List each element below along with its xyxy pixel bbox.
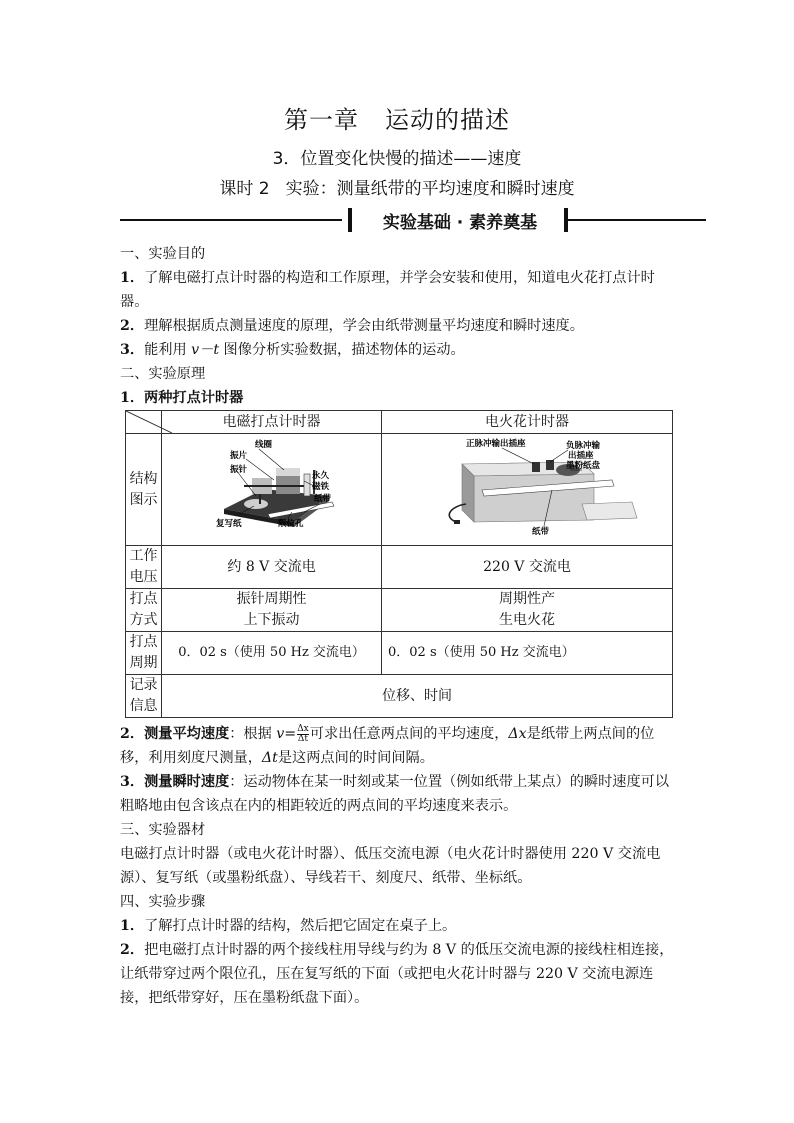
step-item-2: 2．把电磁打点计时器的两个接线柱用导线与约为 8 V 的低压交流电源的接线柱相连接，让纸带穿过两个限位孔，压在复写纸的下面（或把电火花计时器与 220 V 交流电源连接，把纸带穿好，压在墨粉纸盘下面）。 xyxy=(120,942,674,1006)
timer-comparison-table xyxy=(125,410,673,718)
principle-item-3: 3．测量瞬时速度：运动物体在某一时刻或某一位置（例如纸带上某点）的瞬时速度可以粗略地由包含该点在内的相距较近的两点间的平均速度来表示。 xyxy=(120,774,670,814)
table-col1-header: 电磁打点计时器 xyxy=(162,411,382,434)
fig1-label-limit-hole: 限位孔 xyxy=(277,519,304,529)
banner-text: 实验基础 · 素养奠基 xyxy=(382,213,538,233)
banner-rule-right xyxy=(568,219,706,221)
banner-bar-left xyxy=(348,208,352,232)
table-row-voltage xyxy=(126,546,673,589)
diagonal-line-icon xyxy=(126,411,172,433)
electromagnetic-timer-figure xyxy=(162,434,382,546)
table-header-row xyxy=(126,411,673,434)
period-name: 实验：测量纸带的平均速度和瞬时速度 xyxy=(285,179,575,199)
section-banner xyxy=(120,206,706,234)
step-item-1: 1．了解打点计时器的结构，然后把它固定在桌子上。 xyxy=(120,918,457,934)
fig1-label-carbon-paper: 复写纸 xyxy=(215,519,242,529)
table-row-label: 记录 信息 xyxy=(126,675,162,718)
table-row-label: 打点 方式 xyxy=(126,589,162,632)
table-row-record xyxy=(126,675,673,718)
electromagnetic-timer-image xyxy=(164,434,380,538)
chapter-title xyxy=(0,100,794,135)
fig1-label-coil: 线圈 xyxy=(254,440,272,450)
principle-heading: 二、实验原理 xyxy=(120,366,206,382)
main-content xyxy=(120,242,676,1010)
purpose-item-1: 1．了解电磁打点计时器的构造和工作原理，并学会安装和使用，知道电火花打点计时器。 xyxy=(120,270,655,310)
fig1-label-needle: 振针 xyxy=(229,465,247,475)
equipment-text: 电磁打点计时器（或电火花计时器）、低压交流电源（电火花计时器使用 220 V 交流电源）、复写纸（或墨粉纸盘）、导线若干、刻度尺、纸带、坐标纸。 xyxy=(120,846,661,886)
purpose-heading: 一、实验目的 xyxy=(120,246,206,262)
table-cell: 0．02 s（使用 50 Hz 交流电） xyxy=(382,632,673,675)
table-cell: 约 8 V 交流电 xyxy=(162,546,382,589)
banner-rule-left xyxy=(120,219,342,221)
fig1-label-magnet: 磁铁 xyxy=(311,482,329,492)
table-cell: 220 V 交流电 xyxy=(382,546,673,589)
table-corner-cell xyxy=(126,411,162,434)
fig2-label-positive-socket: 正脉冲输出插座 xyxy=(466,439,526,449)
period-number: 课时 2 xyxy=(219,179,270,199)
fig2-label-negative-socket-2: 出插座 xyxy=(568,451,594,461)
table-row-method xyxy=(126,589,673,632)
table-cell: 振针周期性 上下振动 xyxy=(162,589,382,632)
table-cell: 周期性产 生电火花 xyxy=(382,589,673,632)
table-row-label: 结构 图示 xyxy=(126,434,162,546)
velocity-fraction: $\frac{\Delta x}{\Delta t}$ xyxy=(297,723,309,744)
table-cell: 0．02 s（使用 50 Hz 交流电） xyxy=(162,632,382,675)
fig2-label-toner-disc: 墨粉纸盘 xyxy=(566,461,601,471)
table-merged-cell: 位移、时间 xyxy=(162,675,673,718)
equipment-heading: 三、实验器材 xyxy=(120,822,206,838)
table-row-period xyxy=(126,632,673,675)
table-col2-header: 电火花计时器 xyxy=(382,411,673,434)
fig2-label-negative-socket: 负脉冲输 xyxy=(566,441,601,451)
fig1-label-tape: 纸带 xyxy=(313,494,331,504)
period-title xyxy=(0,174,794,199)
chapter-number: 第一章 xyxy=(284,106,359,134)
lesson-title: 3．位置变化快慢的描述——速度 xyxy=(272,149,522,169)
purpose-item-2: 2．理解根据质点测量速度的原理，学会由纸带测量平均速度和瞬时速度。 xyxy=(120,318,584,334)
purpose-item-3: 3．能利用 v－t 图像分析实验数据，描述物体的运动。 xyxy=(120,342,465,358)
table-row-label: 工作 电压 xyxy=(126,546,162,589)
fig1-label-permanent: 永久 xyxy=(311,471,329,481)
spark-timer-image xyxy=(382,434,672,538)
chapter-name: 运动的描述 xyxy=(385,106,510,134)
principle-item-2: 2．测量平均速度：根据 v= $\frac{\Delta x}{\Delta t}$ 可求出任意两点间的平均速度，Δx是纸带上两点间的位移，利用刻度尺测量，Δt是这两点间的时间间隔。 xyxy=(120,723,655,766)
principle-sub1: 1．两种打点计时器 xyxy=(120,390,244,406)
table-row-structure xyxy=(126,434,673,546)
table-row-label: 打点 周期 xyxy=(126,632,162,675)
spark-timer-figure xyxy=(382,434,673,546)
fig2-label-tape: 纸带 xyxy=(532,527,550,537)
fig1-label-vibrating-plate: 振片 xyxy=(229,451,247,461)
steps-heading: 四、实验步骤 xyxy=(120,894,206,910)
